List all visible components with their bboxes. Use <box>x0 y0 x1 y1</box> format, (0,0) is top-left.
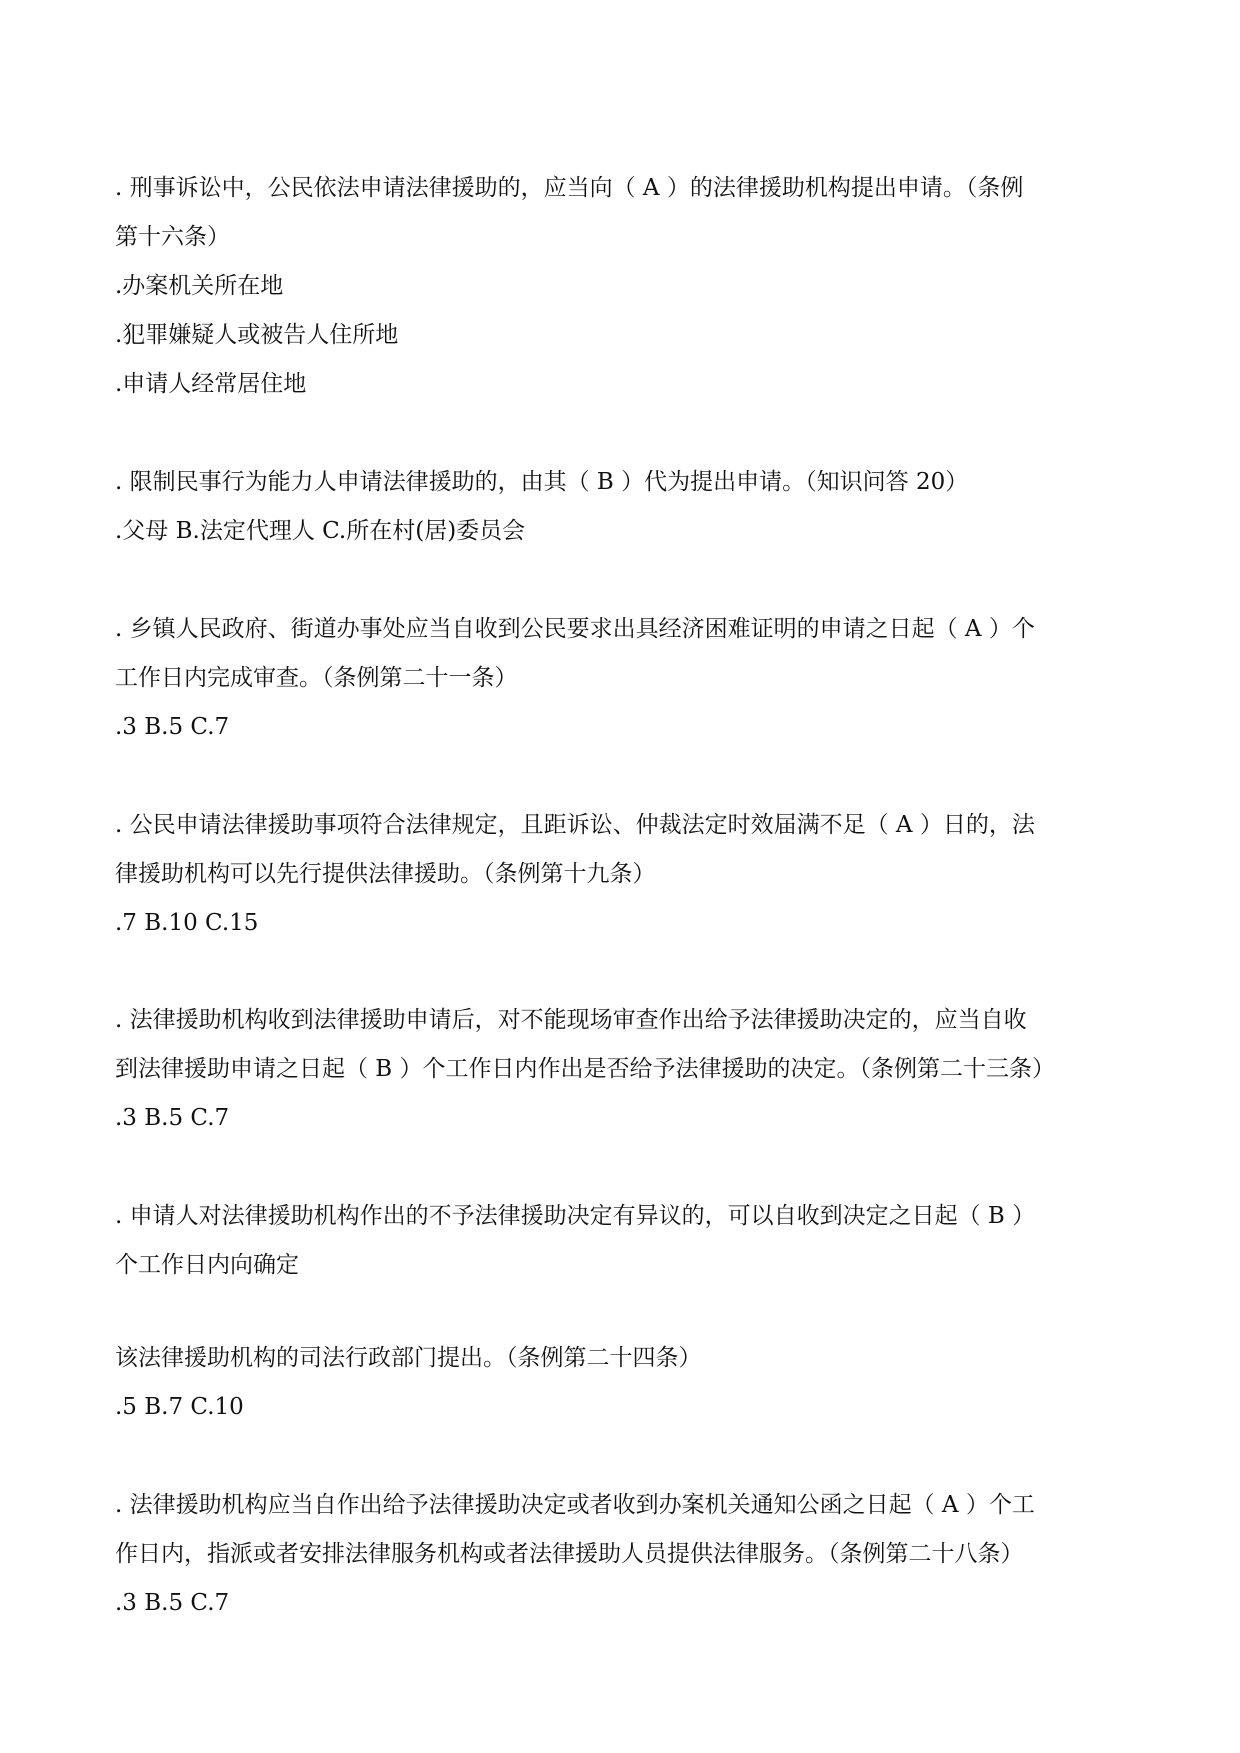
option-line: .办案机关所在地 <box>115 273 284 299</box>
question-2 <box>115 458 1125 556</box>
question-text: . 公民申请法律援助事项符合法律规定，且距诉讼、仲裁法定时效届满不足（ A ）日的，法 <box>115 812 1035 838</box>
option-line: .申请人经常居住地 <box>115 371 307 397</box>
option-line: .父母 B.法定代理人 C.所在村(居)委员会 <box>115 518 526 544</box>
question-text-continued: 该法律援助机构的司法行政部门提出。（条例第二十四条） <box>115 1345 702 1371</box>
question-text: . 刑事诉讼中，公民依法申请法律援助的，应当向（ A ）的法律援助机构提出申请。（条例 <box>115 175 1024 201</box>
question-text-continued: 到法律援助申请之日起（ B ）个工作日内作出是否给予法律援助的决定。（条例第二十三条） <box>115 1056 1056 1082</box>
question-text-continued: 工作日内完成审查。（条例第二十一条） <box>115 665 518 691</box>
question-text-continued: 第十六条） <box>115 224 230 250</box>
option-line: .3 B.5 C.7 <box>115 714 230 740</box>
question-text-continued: 作日内，指派或者安排法律服务机构或者法律援助人员提供法律服务。（条例第二十八条） <box>115 1541 1024 1567</box>
option-line: .3 B.5 C.7 <box>115 1105 230 1131</box>
question-5 <box>115 996 1125 1143</box>
question-text: . 限制民事行为能力人申请法律援助的，由其（ B ）代为提出申请。（知识问答 20） <box>115 469 969 495</box>
question-text: . 法律援助机构收到法律援助申请后，对不能现场审查作出给予法律援助决定的，应当自收 <box>115 1007 1027 1033</box>
question-1 <box>115 164 1125 409</box>
question-text: . 法律援助机构应当自作出给予法律援助决定或者收到办案机关通知公函之日起（ A ）个工 <box>115 1492 1035 1518</box>
question-text-continued: 律援助机构可以先行提供法律援助。（条例第十九条） <box>115 861 656 887</box>
question-6 <box>115 1192 1125 1290</box>
question-6-continued <box>115 1334 1125 1432</box>
question-text: . 申请人对法律援助机构作出的不予法律援助决定有异议的，可以自收到决定之日起（ B ） <box>115 1203 1036 1229</box>
question-text: . 乡镇人民政府、街道办事处应当自收到公民要求出具经济困难证明的申请之日起（ A ）个 <box>115 616 1035 642</box>
option-line: .犯罪嫌疑人或被告人住所地 <box>115 322 399 348</box>
option-line: .7 B.10 C.15 <box>115 910 259 936</box>
question-text-continued: 个工作日内向确定 <box>115 1252 299 1278</box>
question-7 <box>115 1481 1125 1628</box>
question-4 <box>115 801 1125 948</box>
option-line: .3 B.5 C.7 <box>115 1590 230 1616</box>
question-3 <box>115 605 1125 752</box>
option-line: .5 B.7 C.10 <box>115 1394 244 1420</box>
